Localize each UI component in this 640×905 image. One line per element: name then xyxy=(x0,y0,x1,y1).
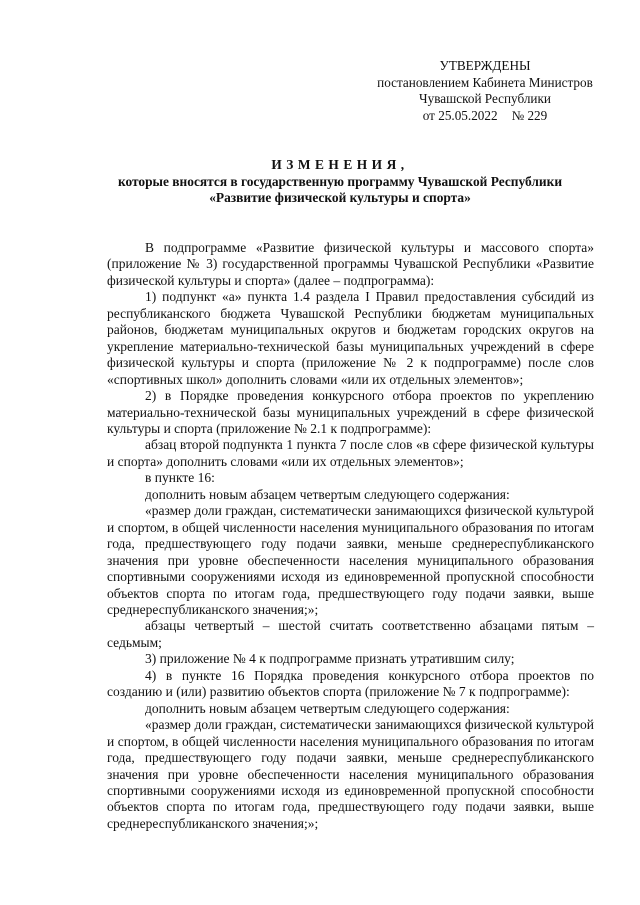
paragraph: «размер доли граждан, систематически занимающихся физической культурой и спортом, в общей численности населения муниципального образования по итогам года, предшествующего году подачи заявки, меньше среднереспубликанского значения при уровне обеспеченности населения муниципального образования спортивными сооружениями исходя из единовременной пропускной способности объектов спорта по итогам года, предшествующего году подачи заявки, выше среднереспубликанского значения;»; xyxy=(107,503,594,617)
paragraph: 1) подпункт «а» пункта 1.4 раздела I Правил предоставления субсидий из республиканского бюджета Чувашской Республики бюджетам муниципальных районов, бюджетам муниципальных округов и бюджетам городских округов на укрепление материально-технической базы муниципальных учреждений в сфере физической культуры и спорта (приложение № 2 к подпрограмме) после слов «спортивных школ» дополнить словами «или их отдельных элементов»; xyxy=(107,289,594,387)
paragraph: абзац второй подпункта 1 пункта 7 после слов «в сфере физической культуры и спорта» дополнить словами «или их отдельных элементов»; xyxy=(107,437,594,469)
paragraph: «размер доли граждан, систематически занимающихся физической культурой и спортом, в общей численности населения муниципального образования по итогам года, предшествующего году подачи заявки, меньше среднереспубликанского значения при уровне обеспеченности населения муниципального образования спортивными сооружениями исходя из единовременной пропускной способности объектов спорта по итогам года, предшествующего году подачи заявки, выше среднереспубликанского значения;»; xyxy=(107,717,594,831)
title-subtitle-line1: которые вносятся в государственную программу Чувашской Республики xyxy=(117,173,563,189)
paragraph: 2) в Порядке проведения конкурсного отбора проектов по укреплению материально-технической базы муниципальных учреждений в сфере физической культуры и спорта (приложение № 2.1 к подпрограмме): xyxy=(107,388,594,436)
paragraph: дополнить новым абзацем четвертым следующего содержания: xyxy=(145,700,510,716)
paragraph: 4) в пункте 16 Порядка проведения конкурсного отбора проектов по созданию и (или) развитию объектов спорта (приложение № 7 к подпрограмме): xyxy=(107,667,594,700)
approval-heading: УТВЕРЖДЕНЫ xyxy=(439,58,531,73)
title-subtitle-line2: «Развитие физической культуры и спорта» xyxy=(209,190,471,205)
approval-republic: Чувашской Республики xyxy=(419,91,551,106)
paragraph: абзацы четвертый – шестой считать соответственно абзацами пятым – седьмым; xyxy=(107,618,594,650)
approval-date-line xyxy=(360,108,610,125)
document-title xyxy=(80,157,600,207)
paragraph: 3) приложение № 4 к подпрограмме признать утратившим силу; xyxy=(145,651,515,667)
paragraph: в пункте 16: xyxy=(145,470,215,486)
title-heading: ИЗМЕНЕНИЯ, xyxy=(271,157,409,172)
document-body xyxy=(107,240,594,832)
approval-authority: постановлением Кабинета Министров xyxy=(377,74,593,90)
approval-number: № 229 xyxy=(511,107,548,123)
approval-stamp xyxy=(360,58,610,124)
paragraph: В подпрограмме «Развитие физической культуры и массового спорта» (приложение № 3) государственной программы Чувашской Республики «Развитие физической культуры и спорта» (далее – подпрограмма): xyxy=(107,240,594,288)
approval-date: от 25.05.2022 xyxy=(422,107,498,123)
paragraph: дополнить новым абзацем четвертым следующего содержания: xyxy=(145,486,510,502)
